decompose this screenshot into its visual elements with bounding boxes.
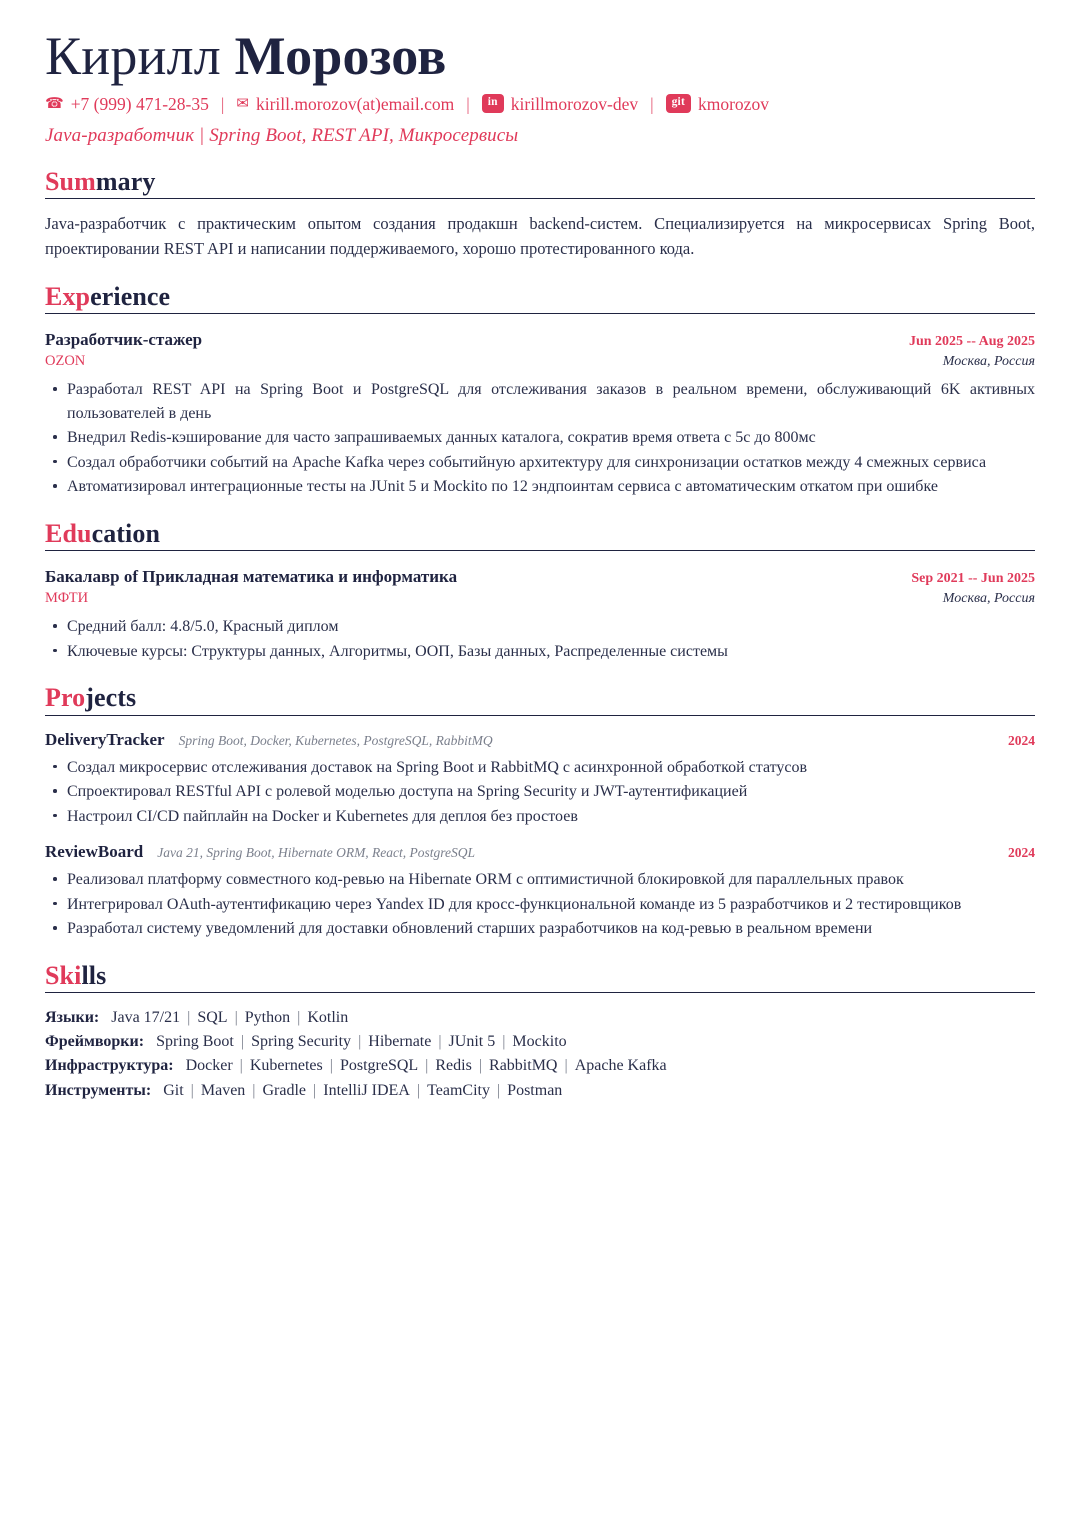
- section-experience: [45, 282, 1035, 499]
- resume-header: [45, 28, 1035, 147]
- section-title-rest: cation: [91, 518, 161, 548]
- skills-list: [45, 1006, 1035, 1103]
- section-title-accent: Pro: [45, 683, 86, 713]
- job-date: Jun 2025 -- Aug 2025: [908, 333, 1035, 349]
- linkedin-text: kirillmorozov-dev: [510, 94, 639, 115]
- skill-items: Spring Boot | Spring Security | Hibernate | JUnit 5 | Mockito: [156, 1033, 567, 1051]
- section-divider: [45, 550, 1035, 551]
- project-year: 2024: [1008, 845, 1035, 861]
- section-title-experience: [45, 282, 1035, 311]
- skill-group: [45, 1006, 1035, 1030]
- section-skills: [45, 961, 1035, 1103]
- list-item: Интегрировал OAuth-аутентификацию через Yandex ID для кросс-функциональной команде из 5 разработчиков и 2 тестировщиков: [45, 893, 1035, 917]
- section-title-accent: Edu: [45, 518, 92, 548]
- list-item: Спроектировал RESTful API с ролевой моделью доступа на Spring Security и JWT-аутентификацией: [45, 780, 1035, 804]
- section-summary: [45, 167, 1035, 262]
- job-title: Разработчик-стажер: [45, 329, 203, 349]
- phone-icon: ☎: [45, 96, 64, 113]
- entry-sub-row: [45, 351, 1035, 372]
- github-text: kmorozov: [697, 94, 769, 115]
- list-item: Разработал REST API на Spring Boot и PostgreSQL для отслеживания заказов в реальном времени, обслуживающий 6K активных пользователей в день: [45, 378, 1035, 425]
- contact-line: [45, 93, 1035, 116]
- section-divider: [45, 313, 1035, 314]
- project-entry: [45, 842, 1035, 941]
- skill-items: Docker | Kubernetes | PostgreSQL | Redis | RabbitMQ | Apache Kafka: [185, 1057, 667, 1075]
- list-item: Настроил CI/CD пайплайн на Docker и Kubernetes для деплоя без простоев: [45, 805, 1035, 829]
- email-text: kirill.morozov(at)email.com: [255, 94, 455, 115]
- job-bullets: [45, 378, 1035, 499]
- section-title-education: [45, 519, 1035, 548]
- skill-category: Инфраструктура:: [45, 1057, 174, 1075]
- section-title-rest: jects: [85, 683, 137, 713]
- skill-group: [45, 1054, 1035, 1078]
- entry-header-row: [45, 329, 1035, 351]
- contact-separator: |: [466, 94, 470, 115]
- section-title-rest: erience: [90, 281, 171, 311]
- section-divider: [45, 992, 1035, 993]
- last-name: Морозов: [234, 26, 447, 86]
- section-title-accent: Ski: [45, 960, 82, 990]
- experience-entry: [45, 329, 1035, 499]
- list-item: Реализовал платформу совместного код-ревью на Hibernate ORM с оптимистичной блокировкой для параллельных правок: [45, 868, 1035, 892]
- first-name: Кирилл: [45, 26, 221, 86]
- job-company: OZON: [45, 352, 86, 369]
- project-tech-stack: Spring Boot, Docker, Kubernetes, PostgreSQL, RabbitMQ: [178, 732, 493, 748]
- project-entry: [45, 730, 1035, 829]
- list-item: Создал микросервис отслеживания доставок на Spring Boot и RabbitMQ с асинхронной обработкой статусов: [45, 756, 1035, 780]
- section-title-accent: Exp: [45, 281, 91, 311]
- contact-phone[interactable]: [45, 93, 209, 116]
- job-location: Москва, Россия: [942, 353, 1035, 369]
- contact-separator: |: [650, 94, 654, 115]
- section-projects: [45, 683, 1035, 940]
- project-title-group: [45, 730, 493, 750]
- project-year: 2024: [1008, 732, 1035, 748]
- list-item: Средний балл: 4.8/5.0, Красный диплом: [45, 615, 1035, 639]
- envelope-icon: ✉: [236, 96, 249, 113]
- project-title-group: [45, 842, 475, 862]
- project-header-row: [45, 730, 1035, 750]
- list-item: Разработал систему уведомлений для доставки обновлений старших разработчиков на код-ревью в реальном времени: [45, 917, 1035, 941]
- list-item: Ключевые курсы: Структуры данных, Алгоритмы, ООП, Базы данных, Распределенные системы: [45, 640, 1035, 664]
- entry-sub-row: [45, 588, 1035, 609]
- contact-linkedin[interactable]: [482, 93, 638, 116]
- entry-header-row: [45, 566, 1035, 588]
- education-entry: [45, 566, 1035, 664]
- section-education: [45, 519, 1035, 664]
- list-item: Создал обработчики событий на Apache Kafka через событийную архитектуру для синхронизации остатков между 4 смежных сервиса: [45, 451, 1035, 475]
- project-bullets: [45, 868, 1035, 941]
- section-title-rest: lls: [81, 960, 107, 990]
- page-title: [45, 28, 1035, 85]
- project-tech-stack: Java 21, Spring Boot, Hibernate ORM, React, PostgreSQL: [157, 845, 476, 861]
- git-icon: git: [666, 94, 691, 113]
- skill-items: Git | Maven | Gradle | IntelliJ IDEA | TeamCity | Postman: [163, 1081, 563, 1099]
- section-divider: [45, 715, 1035, 716]
- section-title-accent: Sum: [45, 166, 96, 196]
- section-title-skills: [45, 961, 1035, 990]
- degree-date: Sep 2021 -- Jun 2025: [911, 570, 1035, 586]
- skill-group: [45, 1079, 1035, 1103]
- project-name: ReviewBoard: [45, 842, 144, 862]
- education-bullets: [45, 615, 1035, 663]
- tagline: Java-разработчик | Spring Boot, REST API, Микросервисы: [45, 124, 519, 146]
- section-title-summary: [45, 167, 1035, 196]
- contact-github[interactable]: [666, 93, 769, 116]
- contact-email[interactable]: [236, 93, 454, 116]
- skill-items: Java 17/21 | SQL | Python | Kotlin: [111, 1008, 349, 1026]
- list-item: Автоматизировал интеграционные тесты на JUnit 5 и Mockito по 12 эндпоинтам сервиса с автоматическим откатом при ошибке: [45, 475, 1035, 499]
- project-name: DeliveryTracker: [45, 729, 165, 749]
- section-divider: [45, 198, 1035, 199]
- phone-text: +7 (999) 471-28-35: [70, 94, 209, 115]
- section-title-projects: [45, 683, 1035, 712]
- section-title-rest: mary: [95, 166, 156, 196]
- skill-category: Фреймворки:: [45, 1033, 145, 1051]
- project-header-row: [45, 842, 1035, 862]
- skill-group: [45, 1030, 1035, 1054]
- linkedin-icon: in: [482, 94, 504, 113]
- school-name: МФТИ: [45, 590, 89, 607]
- skill-category: Языки:: [45, 1008, 100, 1026]
- project-bullets: [45, 756, 1035, 829]
- school-location: Москва, Россия: [942, 591, 1035, 607]
- list-item: Внедрил Redis-кэширование для часто запрашиваемых данных каталога, сократив время ответа с 5с до 800мс: [45, 426, 1035, 450]
- degree-title: Бакалавр of Прикладная математика и информатика: [45, 566, 458, 586]
- contact-separator: |: [220, 94, 225, 115]
- summary-text: Java-разработчик с практическим опытом создания продакшн backend-систем. Специализируется на микросервисах Spring Boot, проектировании REST API и написании поддерживаемого, хорошо протестированного кода.: [45, 214, 1035, 258]
- skill-category: Инструменты:: [45, 1081, 152, 1099]
